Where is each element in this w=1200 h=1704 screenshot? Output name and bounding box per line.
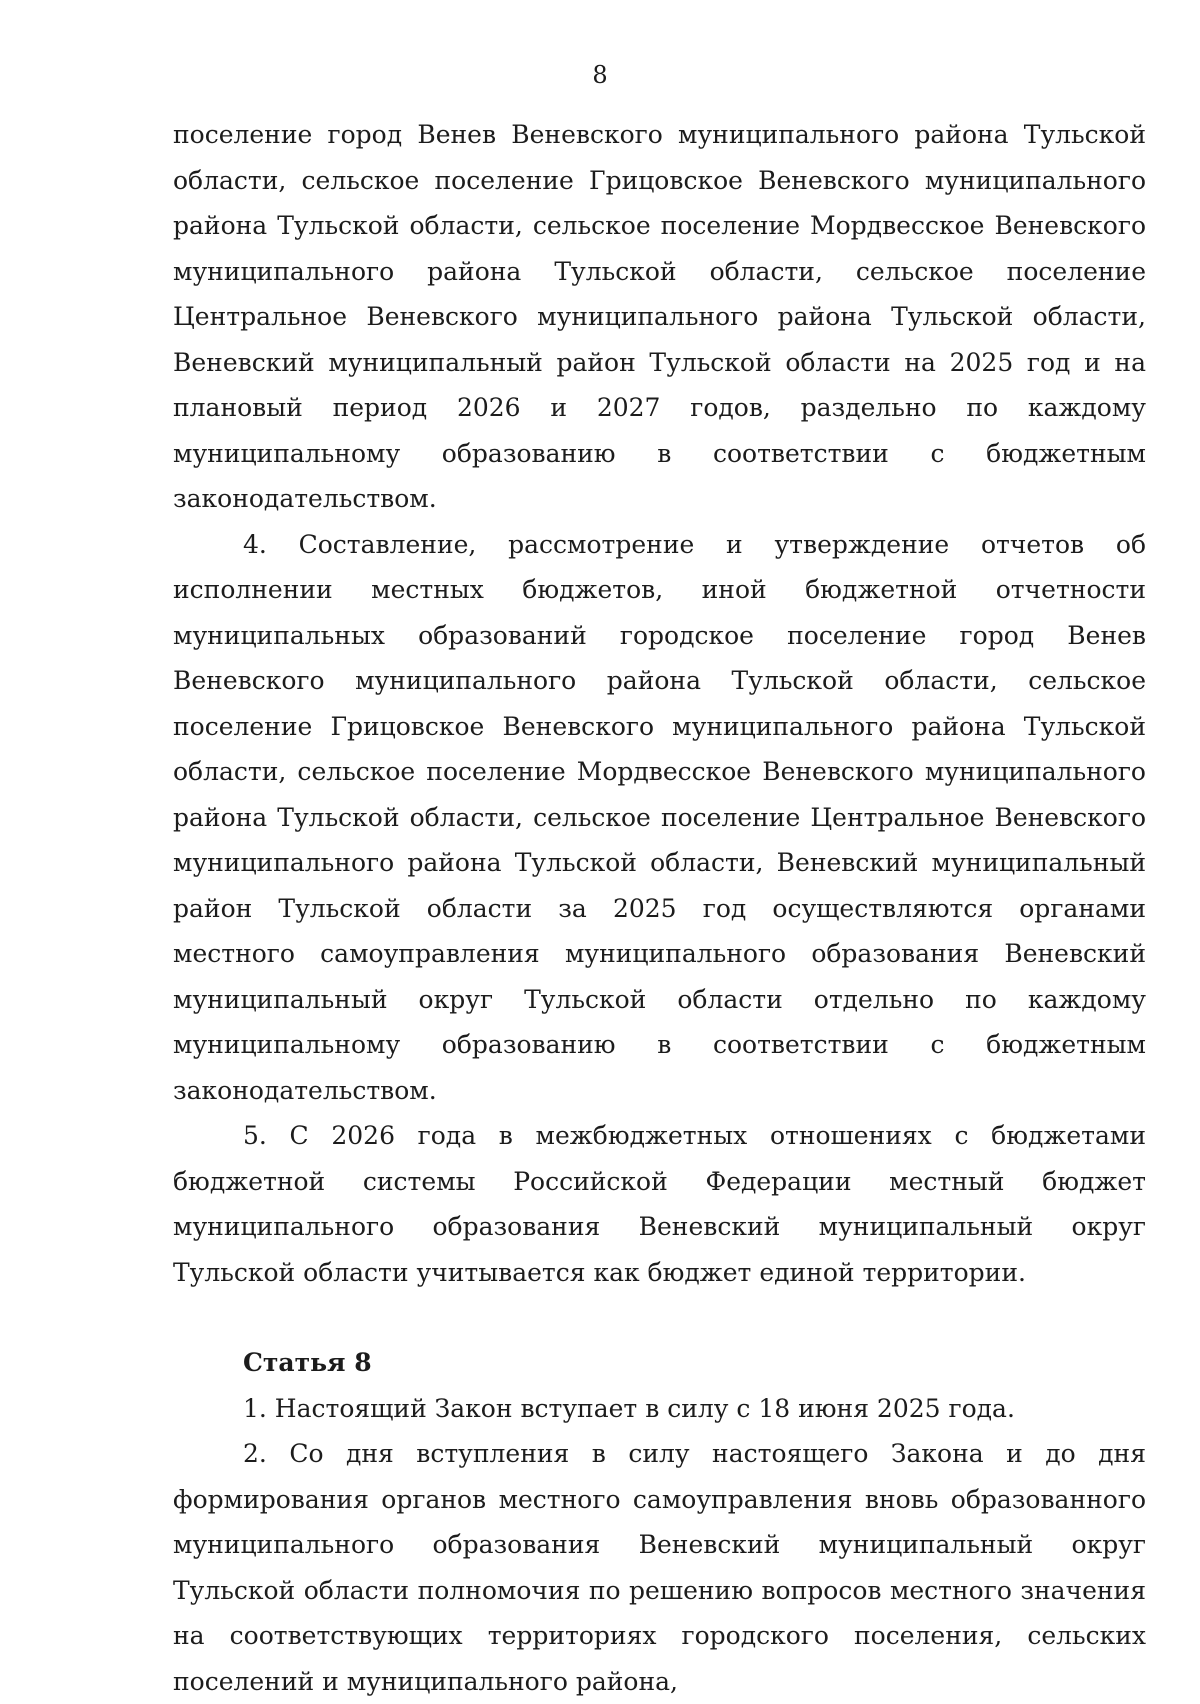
page-number: 8 — [592, 61, 608, 89]
paragraph-continuation: поселение город Венев Веневского муниципального района Тульской области, сельское поселение Грицовское Веневского муниципального района Тульской области, сельское поселение Мордвесское Веневского муниципального района Тульской области, сельское поселение Центральное Веневского муниципального района Тульской области, Веневский муниципальный район Тульской области на 2025 год и на плановый период 2026 и 2027 годов, раздельно по каждому муниципальному образованию в соответствии с бюджетным законодательством. — [173, 120, 1146, 513]
article-title: Статья 8 — [243, 1348, 372, 1377]
document-body — [173, 112, 1146, 1704]
article-paragraph-2: 2. Со дня вступления в силу настоящего Закона и до дня формирования органов местного самоуправления вновь образованного муниципального образования Веневский муниципальный округ Тульской области полномочия по решению вопросов местного значения на соответствующих территориях городского поселения, сельских поселений и муниципального района, — [173, 1439, 1146, 1696]
article-paragraph-1: 1. Настоящий Закон вступает в силу с 18 июня 2025 года. — [243, 1393, 1015, 1423]
paragraph-5: 5. С 2026 года в межбюджетных отношениях с бюджетами бюджетной системы Российской Федерации местный бюджет муниципального образования Веневский муниципальный округ Тульской области учитывается как бюджет единой территории. — [173, 1121, 1146, 1287]
paragraph-4: 4. Составление, рассмотрение и утверждение отчетов об исполнении местных бюджетов, иной бюджетной отчетности муниципальных образований городское поселение город Венев Веневского муниципального района Тульской области, сельское поселение Грицовское Веневского муниципального района Тульской области, сельское поселение Мордвесское Веневского муниципального района Тульской области, сельское поселение Центральное Веневского муниципального района Тульской области, Веневский муниципальный район Тульской области за 2025 год осуществляются органами местного самоуправления муниципального образования Веневский муниципальный округ Тульской области отдельно по каждому муниципальному образованию в соответствии с бюджетным законодательством. — [173, 529, 1146, 1105]
